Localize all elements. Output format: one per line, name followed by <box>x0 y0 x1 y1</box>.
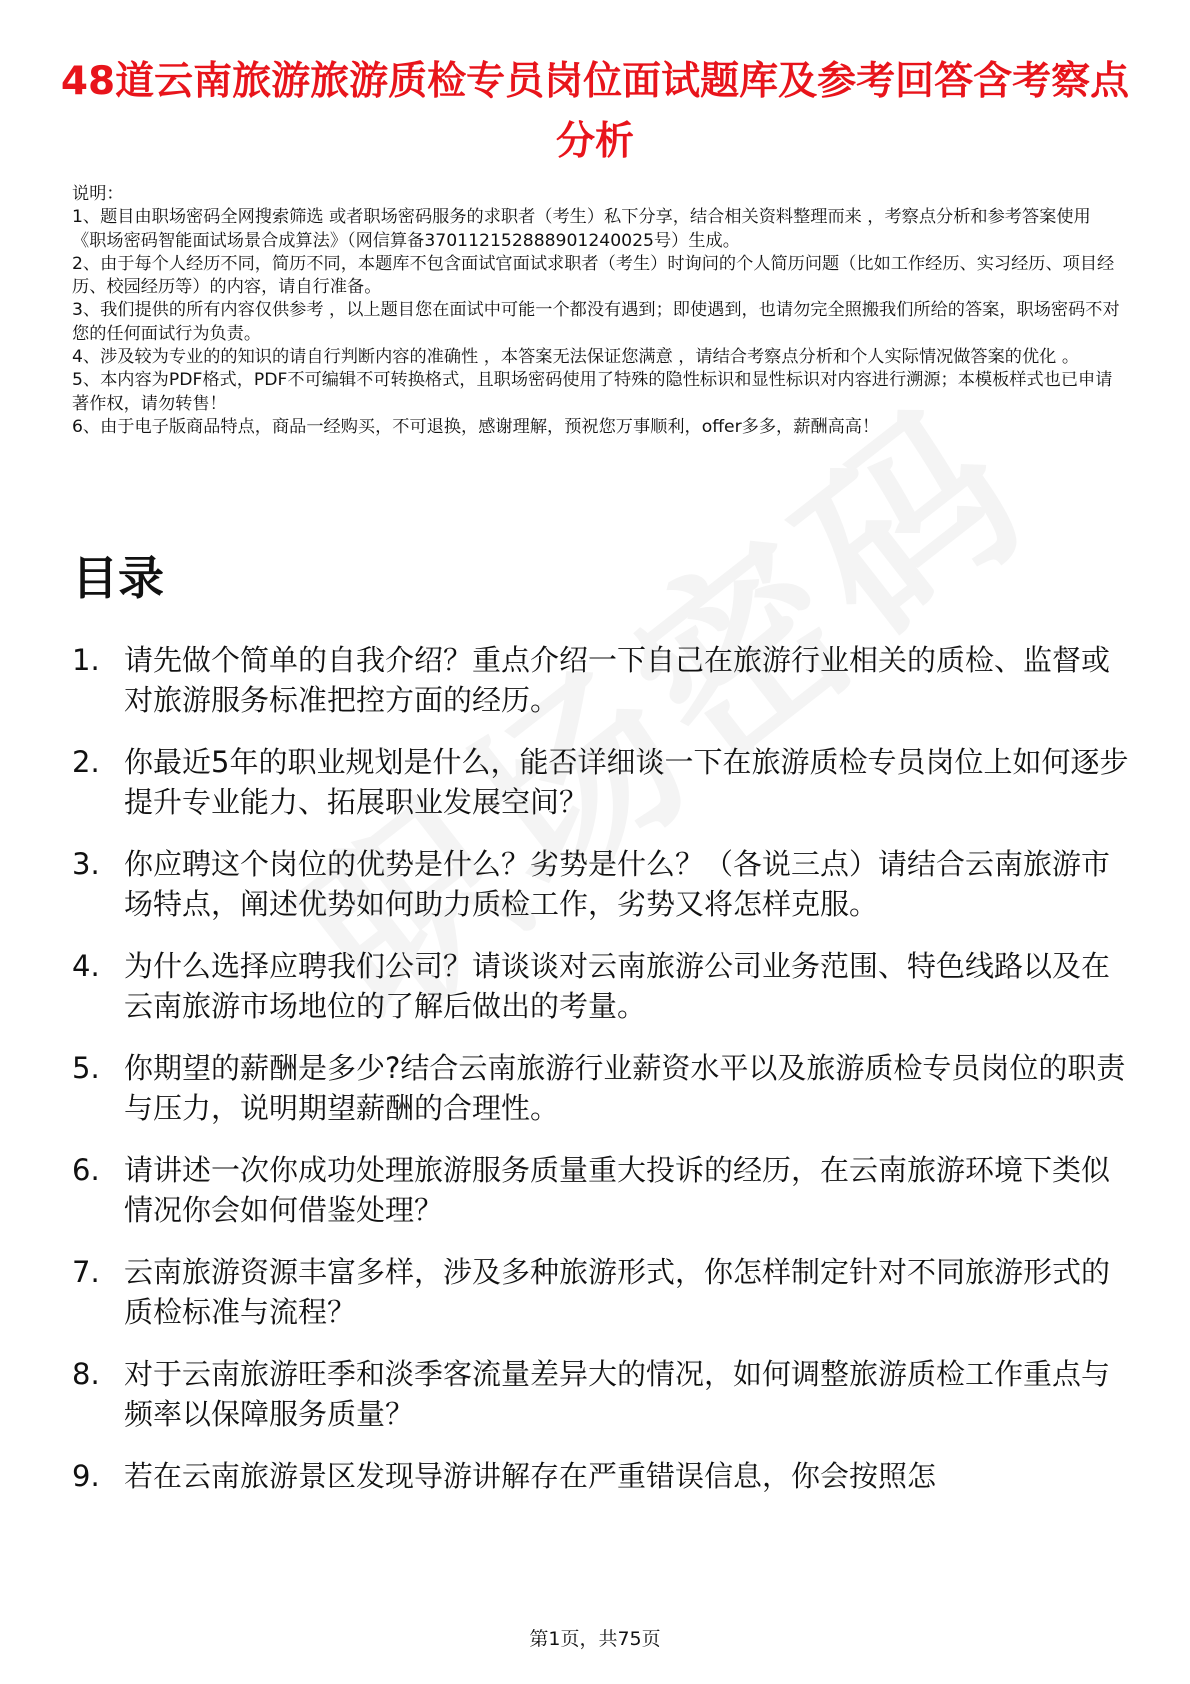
note-item: 1、题目由职场密码全网搜索筛选 或者职场密码服务的求职者（考生）私下分享，结合相关资料整理而来 ，考察点分析和参考答案使用《职场密码智能面试场景合成算法》（网信算备370112152888901240025号）生成。 <box>72 207 1091 251</box>
toc-list <box>72 640 1132 1518</box>
toc-item[interactable] <box>72 1456 1132 1496</box>
toc-item-number: 8. <box>72 1357 100 1391</box>
note-item: 3、我们提供的所有内容仅供参考 ，以上题目您在面试中可能一个都没有遇到；即使遇到，也请勿完全照搬我们所给的答案，职场密码不对您的任何面试行为负责。 <box>72 300 1120 344</box>
toc-item[interactable] <box>72 844 1132 924</box>
toc-item[interactable] <box>72 1150 1132 1230</box>
toc-item-text: 对于云南旅游旺季和淡季客流量差异大的情况，如何调整旅游质检工作重点与频率以保障服务质量？ <box>124 1357 1111 1431</box>
toc-item-number: 9. <box>72 1459 100 1493</box>
toc-item-number: 5. <box>72 1051 100 1085</box>
toc-item[interactable] <box>72 640 1132 720</box>
notes-heading: 说明： <box>72 184 124 204</box>
note-item: 5、本内容为PDF格式，PDF不可编辑不可转换格式，且职场密码使用了特殊的隐性标识和显性标识对内容进行溯源；本模板样式也已申请著作权，请勿转售！ <box>72 370 1113 414</box>
toc-heading: 目录 <box>72 551 164 605</box>
document-title: 48道云南旅游旅游质检专员岗位面试题库及参考回答含考察点分析 <box>60 59 1130 164</box>
page-footer: 第1页，共75页 <box>529 1628 661 1650</box>
toc-item-number: 7. <box>72 1255 100 1289</box>
toc-item-text: 请讲述一次你成功处理旅游服务质量重大投诉的经历，在云南旅游环境下类似情况你会如何借鉴处理？ <box>124 1153 1111 1227</box>
toc-item[interactable] <box>72 1252 1132 1332</box>
toc-item-number: 2. <box>72 745 100 779</box>
notes-section <box>72 183 1122 439</box>
toc-item-text: 云南旅游资源丰富多样，涉及多种旅游形式，你怎样制定针对不同旅游形式的质检标准与流程？ <box>124 1255 1111 1329</box>
toc-item-number: 4. <box>72 949 100 983</box>
toc-item[interactable] <box>72 1354 1132 1434</box>
toc-item-text: 你最近5年的职业规划是什么，能否详细谈一下在旅游质检专员岗位上如何逐步提升专业能力、拓展职业发展空间？ <box>124 745 1129 819</box>
toc-item-text: 你应聘这个岗位的优势是什么？劣势是什么？（各说三点）请结合云南旅游市场特点，阐述优势如何助力质检工作，劣势又将怎样克服。 <box>124 847 1111 921</box>
toc-item-text: 请先做个简单的自我介绍？重点介绍一下自己在旅游行业相关的质检、监督或对旅游服务标准把控方面的经历。 <box>124 643 1111 717</box>
toc-item-number: 6. <box>72 1153 100 1187</box>
toc-item-text: 若在云南旅游景区发现导游讲解存在严重错误信息，你会按照怎 <box>124 1459 937 1493</box>
note-item: 6、由于电子版商品特点，商品一经购买，不可退换，感谢理解，预祝您万事顺利，offer多多，薪酬高高！ <box>72 416 880 437</box>
note-item: 4、涉及较为专业的的知识的请自行判断内容的准确性 ，本答案无法保证您满意 ，请结合考察点分析和个人实际情况做答案的优化 。 <box>72 347 1080 368</box>
toc-item[interactable] <box>72 742 1132 822</box>
toc-item-number: 3. <box>72 847 100 881</box>
toc-item[interactable] <box>72 1048 1132 1128</box>
toc-item[interactable] <box>72 946 1132 1026</box>
note-item: 2、由于每个人经历不同，简历不同，本题库不包含面试官面试求职者（考生）时询问的个人简历问题（比如工作经历、实习经历、项目经历、校园经历等）的内容，请自行准备。 <box>72 253 1115 298</box>
toc-item-text: 你期望的薪酬是多少?结合云南旅游行业薪资水平以及旅游质检专员岗位的职责与压力，说明期望薪酬的合理性。 <box>124 1051 1126 1125</box>
toc-item-text: 为什么选择应聘我们公司？请谈谈对云南旅游公司业务范围、特色线路以及在云南旅游市场地位的了解后做出的考量。 <box>124 949 1111 1023</box>
toc-item-number: 1. <box>72 643 100 677</box>
